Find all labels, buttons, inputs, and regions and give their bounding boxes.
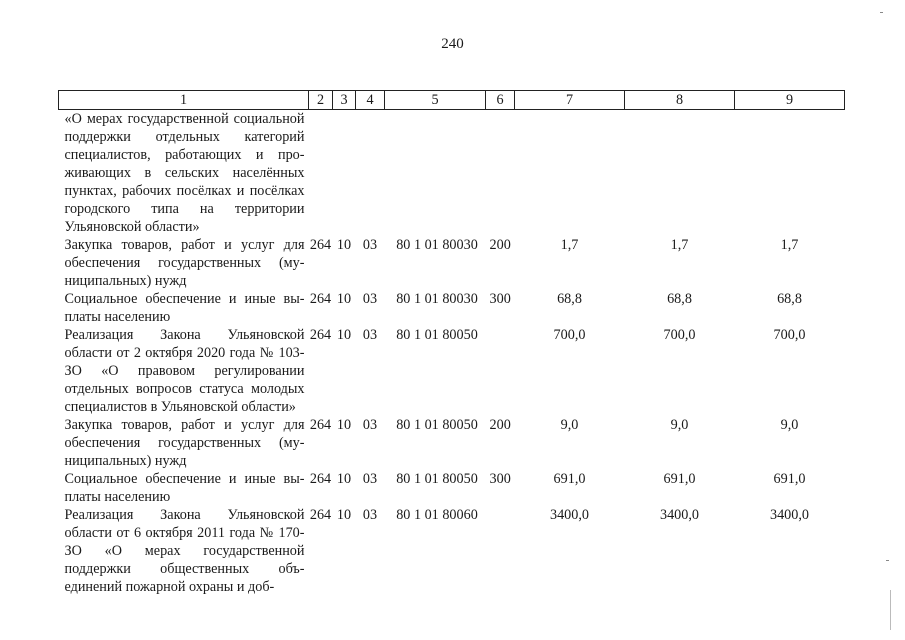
column-header-5: 5 (385, 91, 486, 110)
cell-section: 10 (336, 507, 352, 523)
row-name: Закупка товаров, работ и услуг для обеспечения государственных (муниципальных) нужд (64, 417, 305, 469)
row-name: Социальное обеспечение и иные выплаты населению (64, 291, 305, 325)
cell-ministry: 264 (309, 291, 332, 307)
cell-amount-col8: 691,0 (663, 471, 696, 487)
cell-expense-type (486, 110, 515, 237)
cell-amount-col9: 691,0 (773, 471, 806, 487)
cell-target-article: 80 1 01 80050 (396, 471, 478, 487)
cell-target-article: 80 1 01 80030 (396, 237, 478, 253)
cell-amount-col9: 68,8 (777, 291, 802, 307)
cell-amount-col9: 9,0 (780, 417, 799, 433)
cell-amount-col7: 3400,0 (549, 507, 589, 523)
cell-ministry: 264 (309, 507, 332, 523)
column-header-3: 3 (333, 91, 356, 110)
column-header-4: 4 (356, 91, 385, 110)
cell-amount-col8: 1,7 (670, 237, 689, 253)
cell-subsection: 03 (362, 237, 378, 253)
cell-ministry: 264 (309, 471, 332, 487)
cell-amount-col7: 691,0 (553, 471, 586, 487)
row-name: Социальное обеспечение и иные выплаты населению (64, 471, 305, 505)
cell-subsection: 03 (362, 471, 378, 487)
budget-table (58, 90, 845, 596)
table-row (59, 326, 845, 416)
cell-ministry: 264 (309, 237, 332, 253)
cell-expense-type: 300 (489, 291, 511, 307)
column-header-8: 8 (625, 91, 735, 110)
table-row (59, 110, 845, 237)
table-row (59, 236, 845, 290)
column-header-9: 9 (735, 91, 845, 110)
cell-ministry: 264 (309, 417, 332, 433)
table-row (59, 506, 845, 596)
table-row (59, 470, 845, 506)
cell-ministry (309, 110, 333, 237)
cell-target-article (385, 110, 486, 237)
cell-section: 10 (336, 237, 352, 253)
scan-edge-line (890, 590, 891, 630)
cell-ministry: 264 (309, 327, 332, 343)
cell-amount-col9: 3400,0 (769, 507, 809, 523)
column-header-1: 1 (59, 91, 309, 110)
table-row (59, 416, 845, 470)
cell-amount-col7: 68,8 (557, 291, 582, 307)
column-header-6: 6 (486, 91, 515, 110)
cell-amount-col9: 700,0 (773, 327, 806, 343)
cell-target-article: 80 1 01 80050 (396, 327, 478, 343)
cell-amount-col7 (515, 110, 625, 237)
cell-amount-col7: 700,0 (553, 327, 586, 343)
scan-speck (880, 12, 883, 13)
row-name: Реализация Закона Ульяновской области от 6 октября 2011 года № 170-ЗО «О мерах государственной поддержки общественных объединений пожарной охраны и доб- (64, 507, 305, 595)
cell-section: 10 (336, 327, 352, 343)
cell-subsection: 03 (362, 291, 378, 307)
cell-expense-type: 200 (489, 417, 511, 433)
scan-speck (886, 560, 889, 561)
cell-subsection: 03 (362, 327, 378, 343)
row-name: «О мерах государственной социальной поддержки отдельных категорий специалистов, работающих и проживающих в сельских населённых пунктах, рабочих посёлках и посёлках городского типа на территории Ульяновской области» (64, 111, 305, 235)
cell-expense-type (486, 326, 515, 416)
cell-section: 10 (336, 417, 352, 433)
cell-amount-col8: 9,0 (670, 417, 689, 433)
column-header-2: 2 (309, 91, 333, 110)
cell-expense-type: 200 (489, 237, 511, 253)
cell-amount-col8: 700,0 (663, 327, 696, 343)
row-name: Закупка товаров, работ и услуг для обеспечения государственных (муниципальных) нужд (64, 237, 305, 289)
page-number: 240 (441, 36, 464, 52)
cell-section: 10 (336, 471, 352, 487)
cell-target-article: 80 1 01 80060 (396, 507, 478, 523)
cell-amount-col8 (625, 110, 735, 237)
cell-section (333, 110, 356, 237)
cell-amount-col9: 1,7 (780, 237, 799, 253)
cell-expense-type (486, 506, 515, 596)
cell-subsection (356, 110, 385, 237)
row-name: Реализация Закона Ульяновской области от 2 октября 2020 года № 103-ЗО «О правовом регулировании отдельных вопросов статуса молодых специалистов в Ульяновской области» (64, 327, 305, 415)
cell-amount-col8: 68,8 (667, 291, 692, 307)
budget-table-container (58, 90, 844, 596)
cell-subsection: 03 (362, 417, 378, 433)
cell-section: 10 (336, 291, 352, 307)
column-number-row (59, 91, 845, 110)
cell-amount-col7: 9,0 (560, 417, 579, 433)
cell-amount-col7: 1,7 (560, 237, 579, 253)
cell-expense-type: 300 (489, 471, 511, 487)
cell-target-article: 80 1 01 80050 (396, 417, 478, 433)
table-row (59, 290, 845, 326)
cell-target-article: 80 1 01 80030 (396, 291, 478, 307)
cell-amount-col9 (735, 110, 845, 237)
cell-subsection: 03 (362, 507, 378, 523)
column-header-7: 7 (515, 91, 625, 110)
cell-amount-col8: 3400,0 (659, 507, 699, 523)
